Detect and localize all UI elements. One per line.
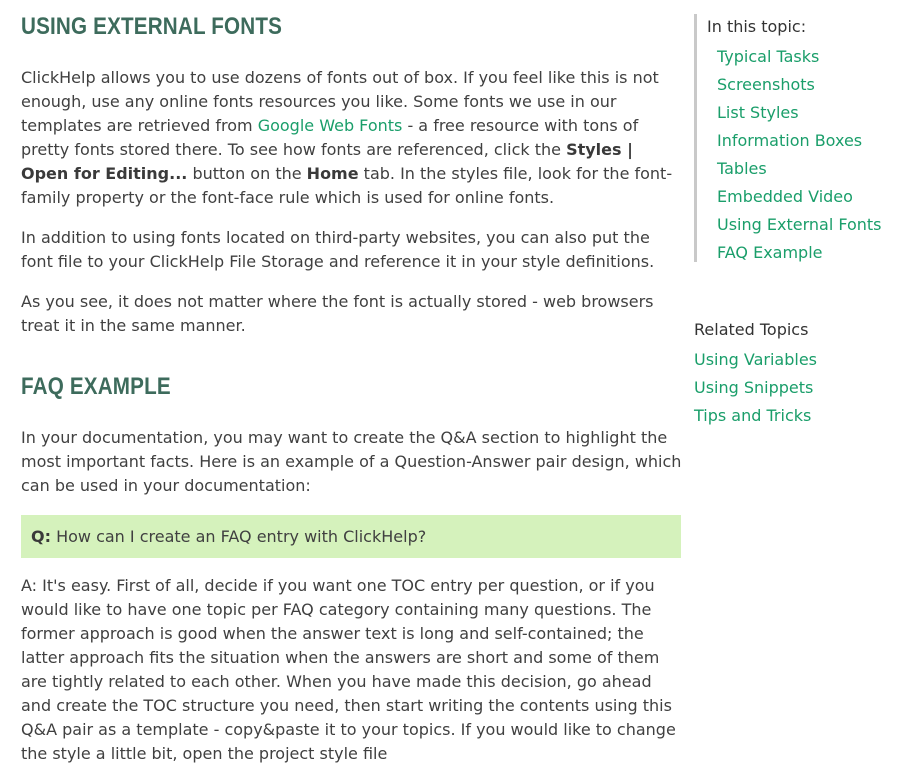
toc-link-faq-example[interactable]: FAQ Example [717,243,823,262]
toc-item [717,127,884,155]
paragraph-file-storage: In addition to using fonts located on third-party websites, you can also put the font file to your ClickHelp File Storage and reference it in your style definitions. [21,228,655,271]
toc-item [717,239,884,267]
toc-link-information-boxes[interactable]: Information Boxes [717,131,863,150]
toc-list [707,43,884,267]
related-item [694,346,894,374]
toc-item [717,211,884,239]
related-item [694,402,894,430]
related-topics-panel [694,318,894,430]
toc-link-embedded-video[interactable]: Embedded Video [717,187,853,206]
related-topics-title: Related Topics [694,320,809,339]
related-link-using-variables[interactable]: Using Variables [694,350,817,369]
text-span: - a free resource with tons of pretty fonts stored there. To see how fonts are referenced, click the [21,116,639,159]
toc-link-using-external-fonts[interactable]: Using External Fonts [717,215,882,234]
related-item [694,374,894,402]
related-link-tips-and-tricks[interactable]: Tips and Tricks [694,406,812,425]
google-web-fonts-link[interactable]: Google Web Fonts [257,116,403,135]
question-label: Q: [31,527,51,546]
text-span: ClickHelp allows you to use dozens of fonts out of box. If you feel like this is not enough, use any online fonts resources you like. Some fonts we use in our templates are retrieved from [21,68,659,135]
toc-item [717,155,884,183]
toc-item [717,183,884,211]
text-span: tab. In the styles file, look for the font-family property or the font-face rule which is used for online fonts. [21,164,673,207]
toc-item [717,99,884,127]
section-heading-external-fonts: USING EXTERNAL FONTS [21,13,283,40]
toc-item [717,71,884,99]
paragraph-faq-intro: In your documentation, you may want to create the Q&A section to highlight the most important facts. Here is an example of a Question-Answer pair design, which can be used in your documentation: [21,428,682,495]
paragraph-browsers: As you see, it does not matter where the font is actually stored - web browsers treat it in the same manner. [21,292,654,335]
toc-item [717,43,884,71]
related-topics-list [694,346,894,430]
toc-title: In this topic: [707,17,807,36]
question-text: How can I create an FAQ entry with ClickHelp? [51,527,427,546]
toc-link-screenshots[interactable]: Screenshots [717,75,815,94]
toc-link-typical-tasks[interactable]: Typical Tasks [717,47,820,66]
in-this-topic-panel [694,14,884,262]
toc-link-list-styles[interactable]: List Styles [717,103,799,122]
faq-answer: A: It's easy. First of all, decide if you want one TOC entry per question, or if you would like to have one topic per FAQ category containing many questions. The former approach is good when the answer text is long and self-contained; the latter approach fits the situation when the answers are short and some of them are tightly related to each other. When you have made this decision, go ahead and create the TOC structure you need, then start writing the contents using this Q&A pair as a template - copy&paste it to your topics. If you would like to change the style a little bit, open the project style file [21,576,676,763]
styles-open-editing-bold: Styles | Open for Editing... [21,140,633,183]
related-link-using-snippets[interactable]: Using Snippets [694,378,814,397]
section-heading-faq: FAQ EXAMPLE [21,373,171,400]
paragraph-fonts-intro [21,66,683,210]
text-span: button on the [187,164,307,183]
home-tab-bold: Home [306,164,359,183]
faq-question-box [21,515,681,558]
toc-link-tables[interactable]: Tables [717,159,767,178]
